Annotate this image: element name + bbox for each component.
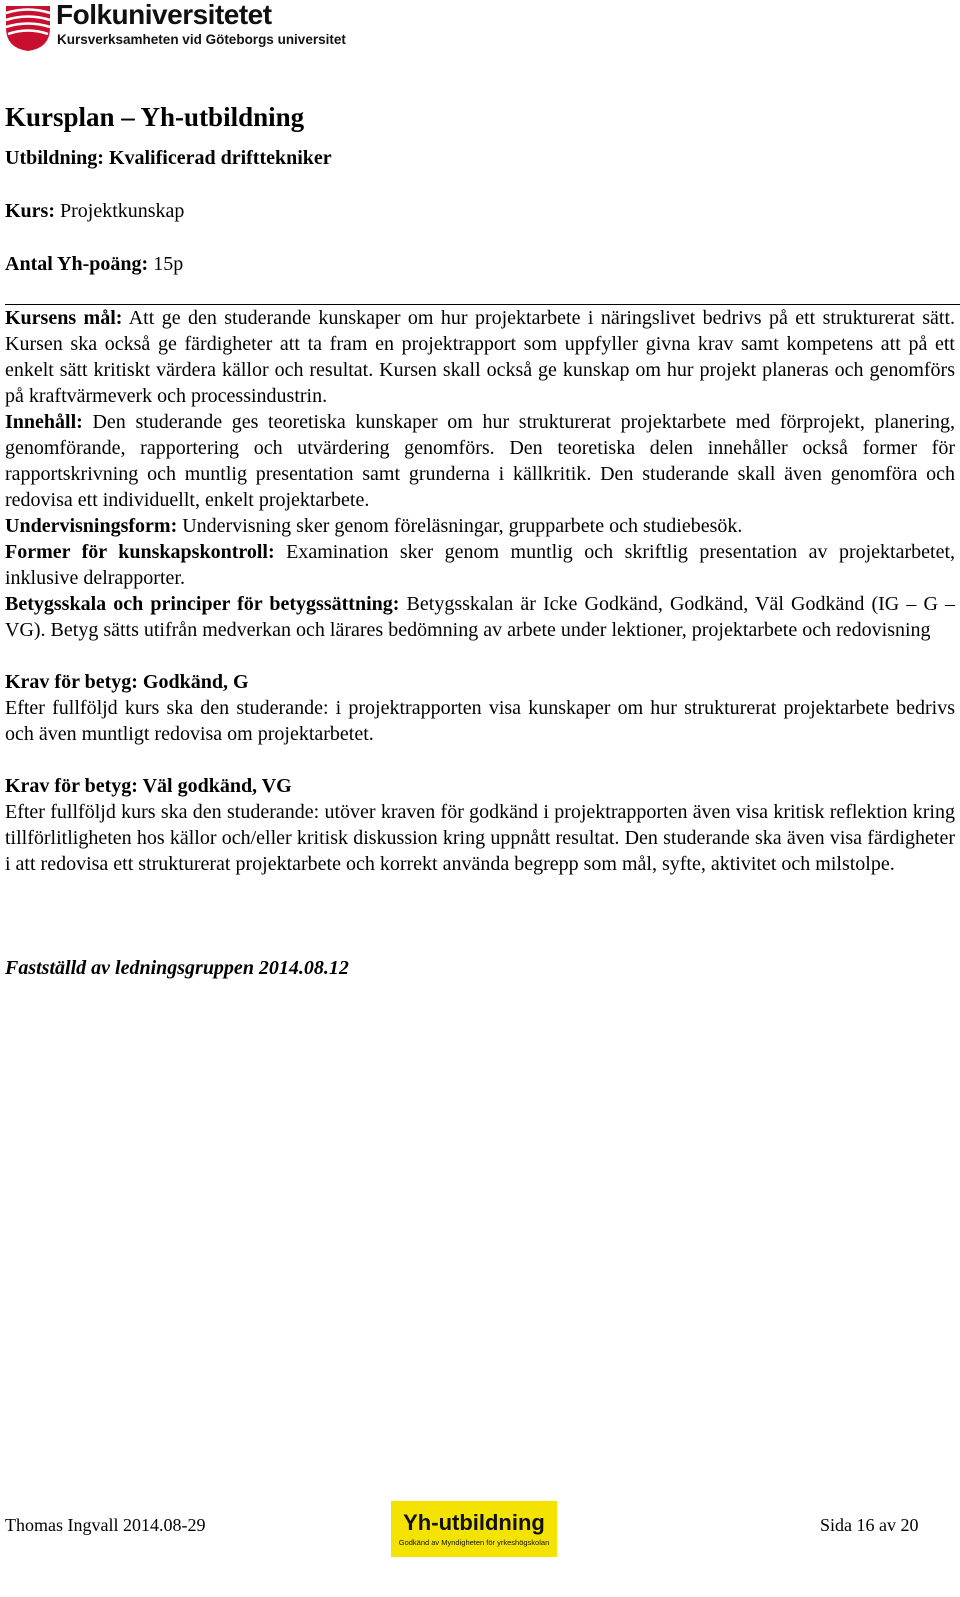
meta-utbildning-label: Utbildning: (5, 147, 104, 169)
meta-kurs-value: Projektkunskap (60, 200, 185, 222)
folkuniversitetet-logo-mark-icon (4, 2, 52, 52)
badge-subtitle: Godkänd av Myndigheten för yrkeshögskolan (398, 1538, 550, 1547)
section-betygsskala (5, 591, 955, 643)
section-label: Undervisningsform: (5, 515, 178, 537)
section-label: Betygsskala och principer för betygssättning: (5, 593, 400, 615)
meta-kurs (5, 198, 955, 224)
brand-name: Folkuniversitetet (56, 0, 272, 30)
section-text: Examination sker genom muntlig och skriftlig presentation av projektarbetet, inklusive delrapporter. (5, 541, 956, 589)
section-text: Den studerande ges teoretiska kunskaper om hur strukturerat projektarbete med förprojekt, planering, genomförande, rapportering och utvärdering genomförs. Den teoretiska delen innehåller också former för rapportskrivning och muntlig presentation samt grunderna i källkritik. Den studerande skall även genomföra och redovisa ett individuellt, enkelt projektarbete. (5, 411, 956, 511)
section-text: Att ge den studerande kunskaper om hur projektarbete i näringslivet bedrivs på ett strukturerat sätt. Kursen ska också ge färdigheter att ta fram en projektrapport som uppfyller givna krav samt kompetens att på ett enkelt sätt kritiskt värdera källor och resultat. Kursen skall också ge kunskap om hur projekt planeras och genomförs på kraftvärmeverk och processindustrin. (5, 307, 956, 407)
yh-utbildning-badge (391, 1501, 557, 1557)
meta-poang-value: 15p (153, 253, 184, 275)
brand-tagline: Kursverksamheten vid Göteborgs universitet (57, 32, 346, 47)
meta-utbildning-value: Kvalificerad drifttekniker (108, 147, 332, 169)
section-innehall (5, 409, 955, 513)
section-kunskapskontroll (5, 539, 955, 591)
section-undervisningsform (5, 513, 955, 539)
section-label: Former för kunskapskontroll: (5, 541, 275, 563)
document-body (5, 92, 955, 1001)
meta-kurs-label: Kurs: (5, 200, 55, 222)
section-text: Undervisning sker genom föreläsningar, grupparbete och studiebesök. (182, 515, 743, 537)
page-number: Sida 16 av 20 (820, 1515, 919, 1535)
signoff: Fastställd av ledningsgruppen 2014.08.12 (5, 957, 349, 979)
page-title: Kursplan – Yh-utbildning (5, 102, 305, 132)
section-krav-godkand-text: Efter fullföljd kurs ska den studerande: i projektrapporten visa kunskaper om hur strukturerat projektarbete bedrivs och även muntligt redovisa om projektarbetet. (5, 697, 955, 745)
folkuniversitetet-logo (4, 2, 364, 54)
heading-krav-val-godkand: Krav för betyg: Väl godkänd, VG (5, 775, 292, 797)
section-label: Innehåll: (5, 411, 83, 433)
section-label: Kursens mål: (5, 307, 123, 329)
section-text: Betygsskalan är Icke Godkänd, Godkänd, Väl Godkänd (IG – G – VG). Betyg sätts utifrån medverkan och lärares bedömning av arbete under lektioner, projektarbete och redovisning (5, 593, 956, 641)
section-krav-val-godkand-text: Efter fullföljd kurs ska den studerande: utöver kraven för godkänd i projektrapporten även visa kritisk reflektion kring tillförlitligheten hos källor och/eller kritisk diskussion kring uppnått resultat. Den studerande ska även visa färdigheter i att redovisa ett strukturerat projektarbete och korrekt använda begrepp som mål, syfte, aktivitet och milstolpe. (5, 801, 955, 875)
badge-title: Yh-utbildning (403, 1510, 545, 1535)
meta-utbildning (5, 145, 955, 171)
section-kursens-mal (5, 305, 955, 409)
meta-poang (5, 251, 955, 277)
meta-poang-label: Antal Yh-poäng: (5, 253, 149, 275)
heading-krav-godkand: Krav för betyg: Godkänd, G (5, 671, 249, 693)
footer-author-date: Thomas Ingvall 2014.08-29 (5, 1515, 206, 1535)
